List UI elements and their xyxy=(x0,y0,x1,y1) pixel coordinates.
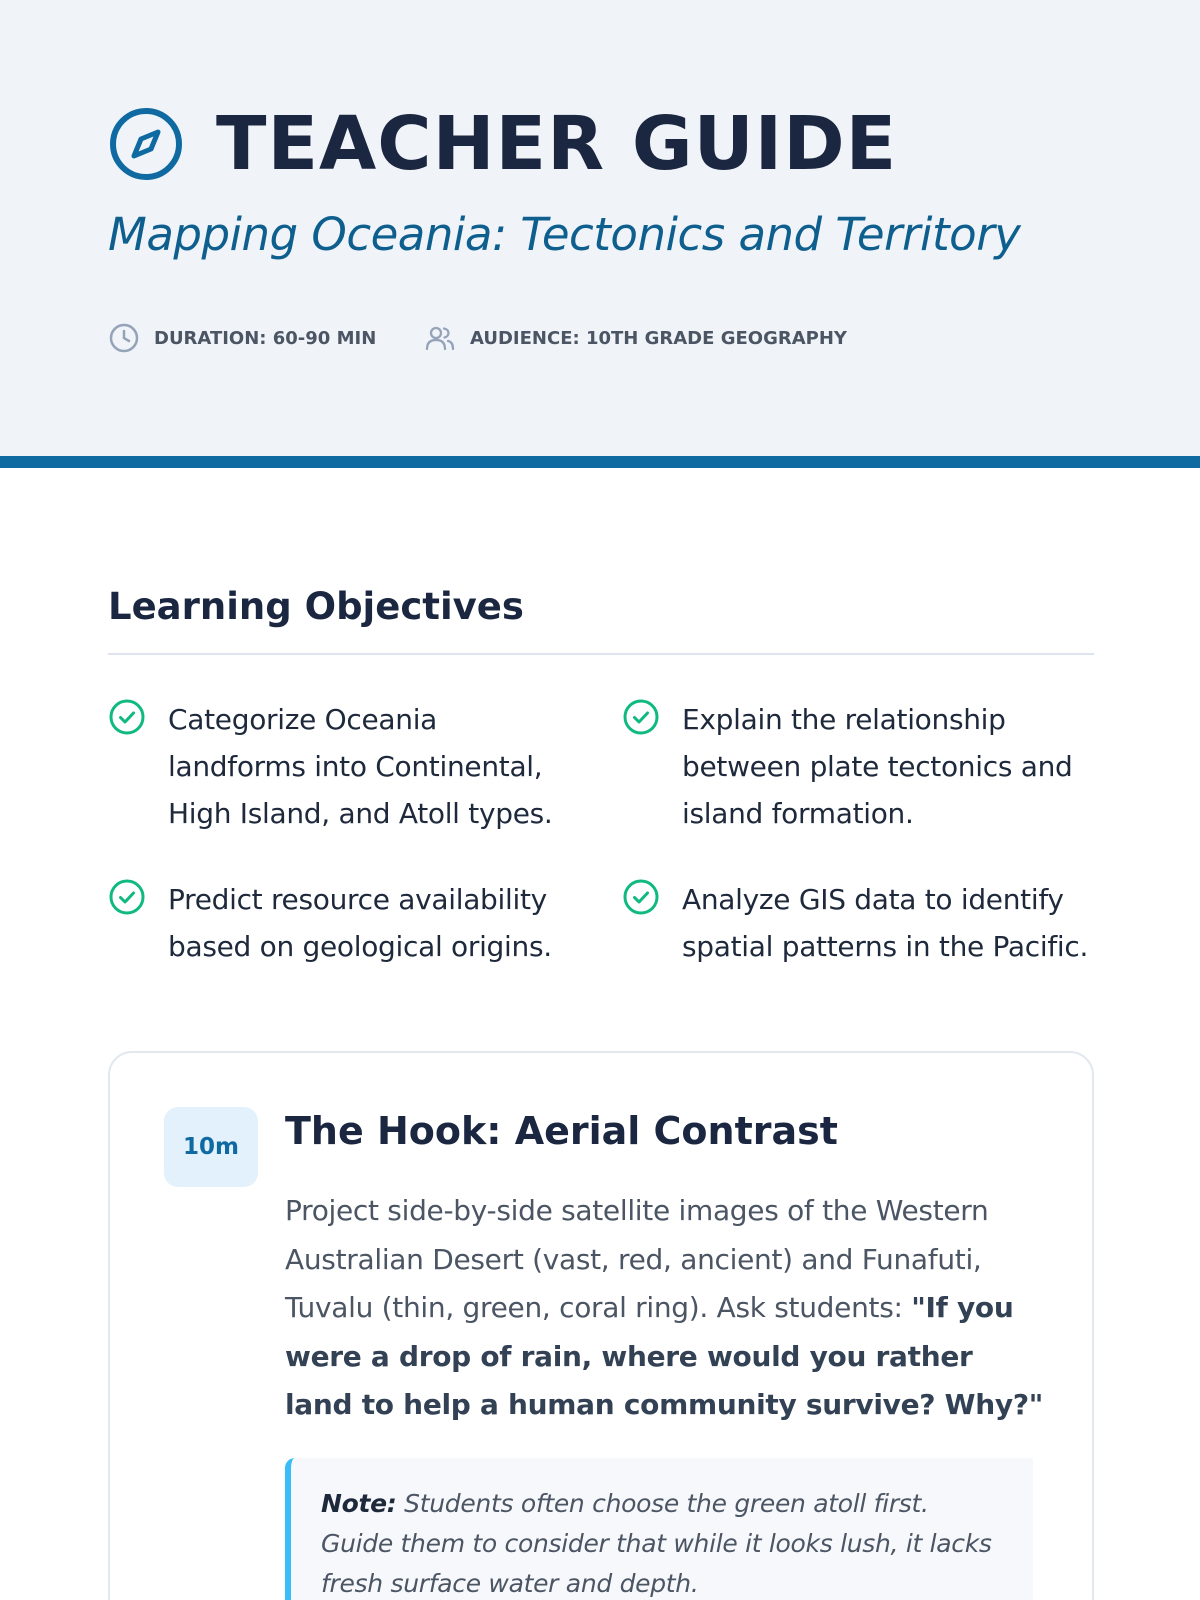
users-icon xyxy=(424,322,456,354)
objective-item xyxy=(108,696,578,837)
note-label: Note: xyxy=(321,1489,397,1518)
objectives-heading: Learning Objectives xyxy=(108,585,524,628)
title-row xyxy=(108,101,898,187)
page-subtitle: Mapping Oceania: Tectonics and Territory xyxy=(108,208,1021,261)
page-title: TEACHER GUIDE xyxy=(216,101,898,187)
activity-question: "If you were a drop of rain, where would you rather land to help a human community survive? Why?" xyxy=(285,1291,1044,1421)
objective-text: Explain the relationship between plate tectonics and island formation. xyxy=(682,703,1073,830)
teacher-note xyxy=(285,1458,1033,1600)
activity-title: The Hook: Aerial Contrast xyxy=(285,1109,838,1153)
duration-meta xyxy=(108,322,376,354)
audience-label: AUDIENCE: 10TH GRADE GEOGRAPHY xyxy=(470,327,847,349)
objective-text: Categorize Oceania landforms into Continental, High Island, and Atoll types. xyxy=(168,703,553,830)
note-text: Students often choose the green atoll first. Guide them to consider that while it looks lush, it lacks fresh surface water and depth. xyxy=(321,1489,992,1598)
check-circle-icon xyxy=(622,878,660,916)
check-circle-icon xyxy=(108,698,146,736)
page-header xyxy=(0,0,1200,468)
audience-meta xyxy=(424,322,847,354)
objective-text: Analyze GIS data to identify spatial patterns in the Pacific. xyxy=(682,883,1089,963)
activity-description xyxy=(285,1187,1045,1430)
duration-label: DURATION: 60-90 MIN xyxy=(154,327,377,349)
section-divider xyxy=(108,653,1094,655)
duration-badge: 10m xyxy=(164,1107,258,1187)
check-circle-icon xyxy=(622,698,660,736)
objective-item xyxy=(622,876,1092,970)
objective-item xyxy=(108,876,578,970)
check-circle-icon xyxy=(108,878,146,916)
activity-body-text: Project side-by-side satellite images of the Western Australian Desert (vast, red, ancient) and Funafuti, Tuvalu (thin, green, coral ring). Ask students: xyxy=(285,1194,989,1324)
activity-card xyxy=(108,1051,1094,1600)
clock-icon xyxy=(108,322,140,354)
compass-icon xyxy=(108,106,184,182)
objective-item xyxy=(622,696,1092,837)
objective-text: Predict resource availability based on geological origins. xyxy=(168,883,552,963)
